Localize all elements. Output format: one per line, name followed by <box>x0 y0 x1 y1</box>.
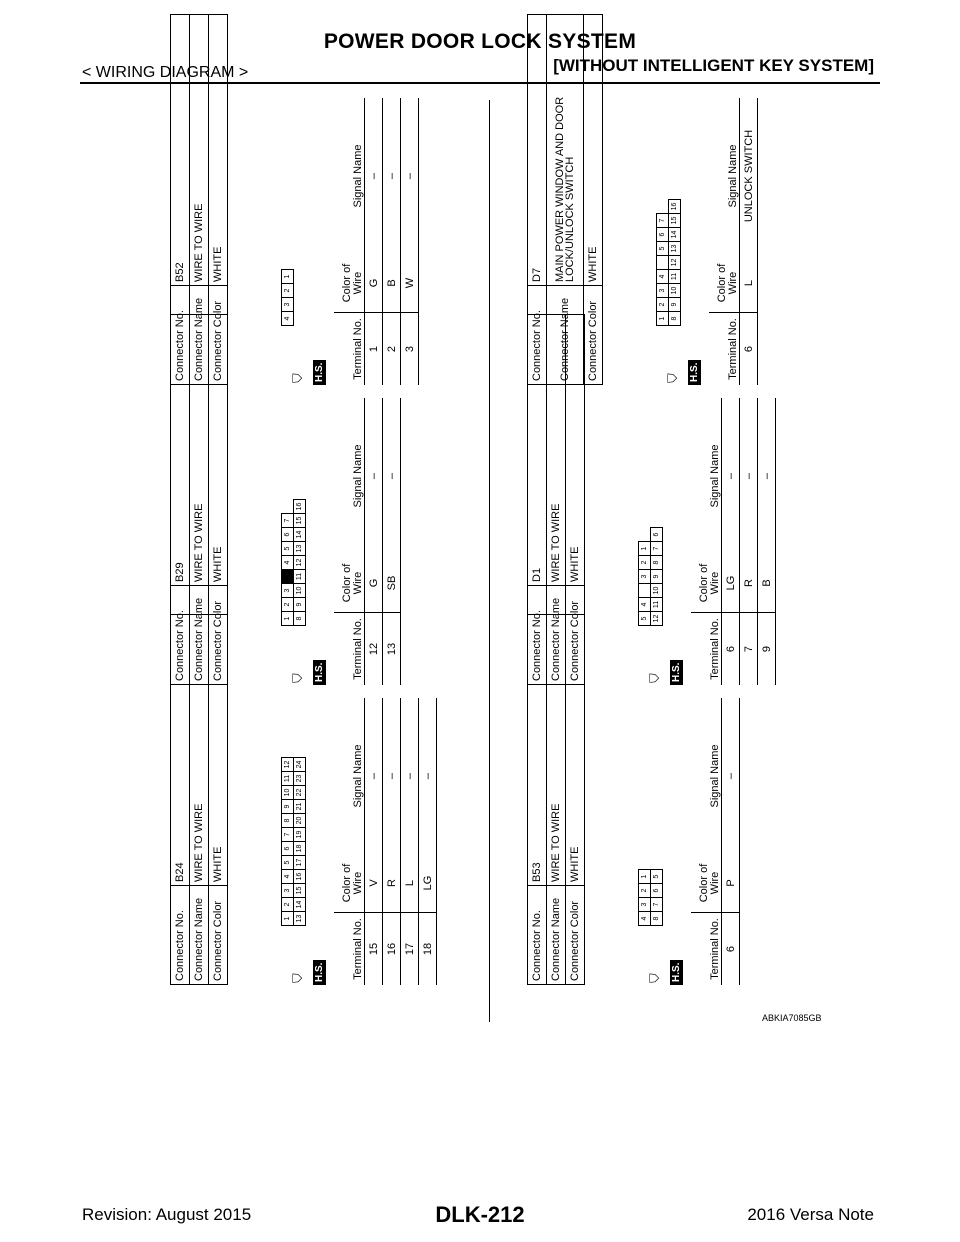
hs-badge <box>645 647 683 685</box>
terminal-row <box>383 98 401 385</box>
connector-name-label: Connector Name <box>190 586 209 685</box>
terminal-header-row <box>334 398 365 685</box>
pin-terminal: 18 <box>293 841 306 856</box>
pin-terminal: 5 <box>656 241 669 256</box>
pin-terminal: 14 <box>668 227 681 242</box>
pin-terminal: 1 <box>656 311 669 326</box>
wire-color-header: Color of Wire <box>334 554 365 613</box>
terminal-row <box>419 698 437 985</box>
page-title: POWER DOOR LOCK SYSTEM <box>323 30 637 53</box>
pin-terminal: 9 <box>281 799 294 814</box>
pin-terminal: 5 <box>281 855 294 870</box>
connector-no-value: D7 <box>528 15 547 286</box>
wire-color: G <box>365 254 383 313</box>
connector-color-label: Connector Color <box>566 886 585 985</box>
connector-color-label: Connector Color <box>584 286 603 385</box>
pin-terminal: 14 <box>293 527 306 542</box>
connector-block <box>170 14 419 385</box>
pin-terminal: 11 <box>281 771 294 786</box>
terminal-table <box>709 98 758 385</box>
wire-color: B <box>758 554 776 613</box>
pin-terminal: 10 <box>650 583 663 598</box>
signal-name: – <box>419 698 437 854</box>
terminal-no: 13 <box>383 613 401 686</box>
terminal-no: 16 <box>383 913 401 986</box>
pin-terminal: 2 <box>638 883 651 898</box>
pin-terminal: 19 <box>293 827 306 842</box>
wire-color: L <box>740 254 758 313</box>
pin-terminal: 14 <box>293 897 306 912</box>
hs-badge <box>288 947 326 985</box>
connector-color-value: WHITE <box>209 15 228 286</box>
wire-color: V <box>365 854 383 913</box>
car-icon: ⛉ <box>665 373 680 383</box>
terminal-row <box>740 398 758 685</box>
pin-terminal: 12 <box>281 757 294 772</box>
pin-terminal: 22 <box>293 785 306 800</box>
signal-name: – <box>365 98 383 254</box>
signal-name: – <box>383 98 401 254</box>
pin-terminal: 3 <box>656 283 669 298</box>
connector-no-label: Connector No. <box>171 886 190 985</box>
pin-layout <box>282 499 306 625</box>
connector-face <box>603 14 700 385</box>
pin-terminal: 2 <box>656 297 669 312</box>
wire-color: B <box>383 254 401 313</box>
page-subtitle: [WITHOUT INTELLIGENT KEY SYSTEM] <box>553 56 874 75</box>
pin-terminal: 4 <box>281 555 294 570</box>
pin-row <box>294 499 306 625</box>
pin-terminal: 2 <box>281 897 294 912</box>
pin-terminal: 6 <box>650 883 663 898</box>
terminal-table <box>334 398 401 685</box>
connector-name-label: Connector Name <box>547 886 566 985</box>
signal-name: – <box>383 698 401 854</box>
column-divider <box>489 100 490 1022</box>
wire-color: L <box>401 854 419 913</box>
pin-row <box>294 757 306 925</box>
terminal-row <box>401 98 419 385</box>
pin-terminal: 1 <box>281 269 294 284</box>
terminal-no: 18 <box>419 913 437 986</box>
signal-name: – <box>722 398 740 554</box>
connector-color-label: Connector Color <box>209 586 228 685</box>
terminal-no: 15 <box>365 913 383 986</box>
pin-terminal: 7 <box>656 213 669 228</box>
pin-terminal: 13 <box>668 241 681 256</box>
pin-terminal: 1 <box>281 611 294 626</box>
pin-terminal: 8 <box>293 611 306 626</box>
connector-name-value: WIRE TO WIRE <box>547 315 566 586</box>
pin-terminal: 7 <box>281 513 294 528</box>
pin-terminal: 11 <box>650 597 663 612</box>
signal-name-header: Signal Name <box>334 698 365 854</box>
terminal-row <box>365 398 383 685</box>
pin-terminal: 9 <box>293 597 306 612</box>
pin-terminal: 1 <box>638 869 651 884</box>
pin-terminal: 7 <box>650 541 663 556</box>
signal-name: – <box>383 398 401 554</box>
terminal-row <box>365 98 383 385</box>
terminal-row <box>383 698 401 985</box>
terminal-header-row <box>334 98 365 385</box>
hs-label: H.S. <box>313 660 326 685</box>
terminal-header-row <box>709 98 740 385</box>
info-row <box>190 15 209 385</box>
connector-no-value: B53 <box>528 615 547 886</box>
connector-no-label: Connector No. <box>171 586 190 685</box>
signal-name: – <box>401 698 419 854</box>
hs-label: H.S. <box>313 360 326 385</box>
terminal-table <box>334 98 419 385</box>
signal-name: UNLOCK SWITCH <box>740 98 758 254</box>
car-icon: ⛉ <box>290 373 305 383</box>
hs-label: H.S. <box>670 660 683 685</box>
hs-badge <box>645 947 683 985</box>
terminal-row <box>722 698 740 985</box>
wire-color: R <box>740 554 758 613</box>
connector-no-value: B52 <box>171 15 190 286</box>
signal-name: – <box>401 98 419 254</box>
connector-name-value: WIRE TO WIRE <box>190 315 209 586</box>
wire-color-header: Color of Wire <box>691 554 722 613</box>
pin-terminal: 11 <box>293 569 306 584</box>
connector-info-table <box>170 14 228 385</box>
pin-terminal: 21 <box>293 799 306 814</box>
connector-color-value: WHITE <box>584 15 603 286</box>
pin-terminal: 12 <box>668 255 681 270</box>
pin-terminal: 23 <box>293 771 306 786</box>
pin-terminal: 6 <box>656 227 669 242</box>
connector-face <box>228 14 325 385</box>
connector-block <box>527 14 758 385</box>
pin-terminal: 3 <box>281 583 294 598</box>
pin-terminal: 6 <box>281 527 294 542</box>
pin-terminal: 20 <box>293 813 306 828</box>
terminal-table <box>691 698 740 985</box>
signal-name-header: Signal Name <box>334 98 365 254</box>
pin-terminal: 4 <box>281 311 294 326</box>
terminal-no-header: Terminal No. <box>334 313 365 386</box>
pin-row <box>282 269 294 325</box>
terminal-row <box>740 98 758 385</box>
pin-terminal: 12 <box>293 555 306 570</box>
wire-color: G <box>365 554 383 613</box>
pin-terminal: 10 <box>281 785 294 800</box>
footer-page-number: DLK-212 <box>435 1202 525 1227</box>
pin-layout <box>282 757 306 925</box>
connector-color-value: WHITE <box>566 615 585 886</box>
pin-layout <box>657 199 681 325</box>
wire-color-header: Color of Wire <box>334 254 365 313</box>
hs-badge <box>663 347 701 385</box>
signal-name-header: Signal Name <box>709 98 740 254</box>
info-row <box>584 15 603 385</box>
wire-color-header: Color of Wire <box>334 854 365 913</box>
hs-badge <box>288 347 326 385</box>
pin-terminal: 10 <box>668 283 681 298</box>
terminal-header-row <box>334 698 365 985</box>
pin-terminal: 3 <box>638 897 651 912</box>
pin-terminal: 9 <box>650 569 663 584</box>
pin-terminal: 5 <box>638 611 651 626</box>
pin-terminal: 15 <box>293 513 306 528</box>
terminal-no-header: Terminal No. <box>691 913 722 986</box>
pin-terminal: 2 <box>281 597 294 612</box>
signal-name-header: Signal Name <box>334 398 365 554</box>
wire-color-header: Color of Wire <box>691 854 722 913</box>
pin-terminal: 4 <box>656 269 669 284</box>
connector-name-label: Connector Name <box>547 586 566 685</box>
pin-terminal: 4 <box>638 597 651 612</box>
terminal-row <box>401 698 419 985</box>
connector-info-table <box>527 14 603 385</box>
pin-terminal: 13 <box>293 541 306 556</box>
pin-terminal: 4 <box>281 869 294 884</box>
wire-color-header: Color of Wire <box>709 254 740 313</box>
connector-color-label: Connector Color <box>209 886 228 985</box>
terminal-table <box>691 398 776 685</box>
connector-name-label: Connector Name <box>190 886 209 985</box>
pin-terminal: 2 <box>281 283 294 298</box>
connector-name-value: WIRE TO WIRE <box>547 615 566 886</box>
connector-no-value: B24 <box>171 615 190 886</box>
wire-color: R <box>383 854 401 913</box>
pin-terminal: 24 <box>293 757 306 772</box>
pin-terminal: 15 <box>668 213 681 228</box>
pin-row <box>669 199 681 325</box>
pin-row <box>651 869 663 925</box>
car-icon: ⛉ <box>290 673 305 683</box>
hs-label: H.S. <box>670 960 683 985</box>
footer-revision: Revision: August 2015 <box>82 1205 252 1224</box>
wire-color: LG <box>419 854 437 913</box>
connector-no-label: Connector No. <box>528 586 547 685</box>
pin-row <box>651 527 663 625</box>
terminal-header-row <box>691 698 722 985</box>
pin-terminal: 3 <box>281 297 294 312</box>
pin-terminal: 8 <box>281 813 294 828</box>
pin-terminal: 3 <box>281 883 294 898</box>
section-label: < WIRING DIAGRAM > <box>82 64 249 81</box>
pin-terminal: 5 <box>281 541 294 556</box>
pin-terminal: 7 <box>650 897 663 912</box>
connector-color-value: WHITE <box>566 315 585 586</box>
terminal-no: 9 <box>758 613 776 686</box>
pin-terminal: 11 <box>668 269 681 284</box>
signal-name: – <box>365 398 383 554</box>
terminal-row <box>383 398 401 685</box>
pin-terminal: 16 <box>293 499 306 514</box>
terminal-no: 3 <box>401 313 419 386</box>
connector-name-value: WIRE TO WIRE <box>190 15 209 286</box>
pin-terminal: 16 <box>293 869 306 884</box>
info-row <box>528 15 547 385</box>
car-icon: ⛉ <box>647 673 662 683</box>
hs-label: H.S. <box>313 960 326 985</box>
signal-name: – <box>758 398 776 554</box>
connector-no-value: D1 <box>528 315 547 586</box>
terminal-row <box>722 398 740 685</box>
terminal-no: 2 <box>383 313 401 386</box>
connector-color-value: WHITE <box>209 615 228 886</box>
pin-terminal: 5 <box>650 869 663 884</box>
car-icon: ⛉ <box>290 973 305 983</box>
wire-color: SB <box>383 554 401 613</box>
pin-terminal: 17 <box>293 855 306 870</box>
connector-name-value: WIRE TO WIRE <box>190 615 209 886</box>
signal-name: – <box>722 698 740 854</box>
pin-terminal: 4 <box>638 911 651 926</box>
pin-terminal: 3 <box>638 569 651 584</box>
terminal-no-header: Terminal No. <box>709 313 740 386</box>
terminal-no: 12 <box>365 613 383 686</box>
pin-terminal: 15 <box>293 883 306 898</box>
pin-layout <box>639 869 663 925</box>
wire-color: W <box>401 254 419 313</box>
pin-terminal: 8 <box>650 911 663 926</box>
terminal-table <box>334 698 437 985</box>
terminal-no-header: Terminal No. <box>334 913 365 986</box>
pin-terminal: 8 <box>668 311 681 326</box>
pin-terminal: 13 <box>293 911 306 926</box>
signal-name-header: Signal Name <box>691 398 722 554</box>
pin-terminal: 7 <box>281 827 294 842</box>
terminal-row <box>758 398 776 685</box>
pin-layout <box>282 269 294 325</box>
pin-terminal: 6 <box>650 527 663 542</box>
pin-terminal: 8 <box>650 555 663 570</box>
info-row <box>209 15 228 385</box>
pin-layout <box>639 527 663 625</box>
terminal-no: 17 <box>401 913 419 986</box>
connector-name-label: Connector Name <box>547 286 584 385</box>
connector-no-value: B29 <box>171 315 190 586</box>
signal-name: – <box>365 698 383 854</box>
wire-color: LG <box>722 554 740 613</box>
hs-label: H.S. <box>688 360 701 385</box>
pin-terminal: 2 <box>638 555 651 570</box>
car-icon: ⛉ <box>647 973 662 983</box>
terminal-no-header: Terminal No. <box>691 613 722 686</box>
connector-no-label: Connector No. <box>528 286 547 385</box>
connector-no-label: Connector No. <box>171 286 190 385</box>
terminal-header-row <box>691 398 722 685</box>
info-row <box>171 15 190 385</box>
pin-terminal: 1 <box>281 911 294 926</box>
pin-terminal: 16 <box>668 199 681 214</box>
info-row <box>547 15 584 385</box>
terminal-no: 6 <box>722 613 740 686</box>
terminal-row <box>365 698 383 985</box>
terminal-no: 6 <box>722 913 740 986</box>
pin-terminal: 10 <box>293 583 306 598</box>
terminal-no: 1 <box>365 313 383 386</box>
connector-name-value: MAIN POWER WINDOW AND DOOR LOCK/UNLOCK SWITCH <box>547 15 584 286</box>
connector-color-value: WHITE <box>209 315 228 586</box>
terminal-no-header: Terminal No. <box>334 613 365 686</box>
connector-color-label: Connector Color <box>566 586 585 685</box>
footer-model: 2016 Versa Note <box>747 1205 874 1224</box>
signal-name: – <box>740 398 758 554</box>
pin-terminal: 1 <box>638 541 651 556</box>
hs-badge <box>288 647 326 685</box>
terminal-no: 7 <box>740 613 758 686</box>
signal-name-header: Signal Name <box>691 698 722 854</box>
pin-terminal: 12 <box>650 611 663 626</box>
figure-id: ABKIA7085GB <box>762 1013 822 1023</box>
pin-terminal: 9 <box>668 297 681 312</box>
connector-color-label: Connector Color <box>209 286 228 385</box>
connector-name-label: Connector Name <box>190 286 209 385</box>
connector-no-label: Connector No. <box>528 886 547 985</box>
pin-terminal: 6 <box>281 841 294 856</box>
terminal-no: 6 <box>740 313 758 386</box>
wire-color: P <box>722 854 740 913</box>
